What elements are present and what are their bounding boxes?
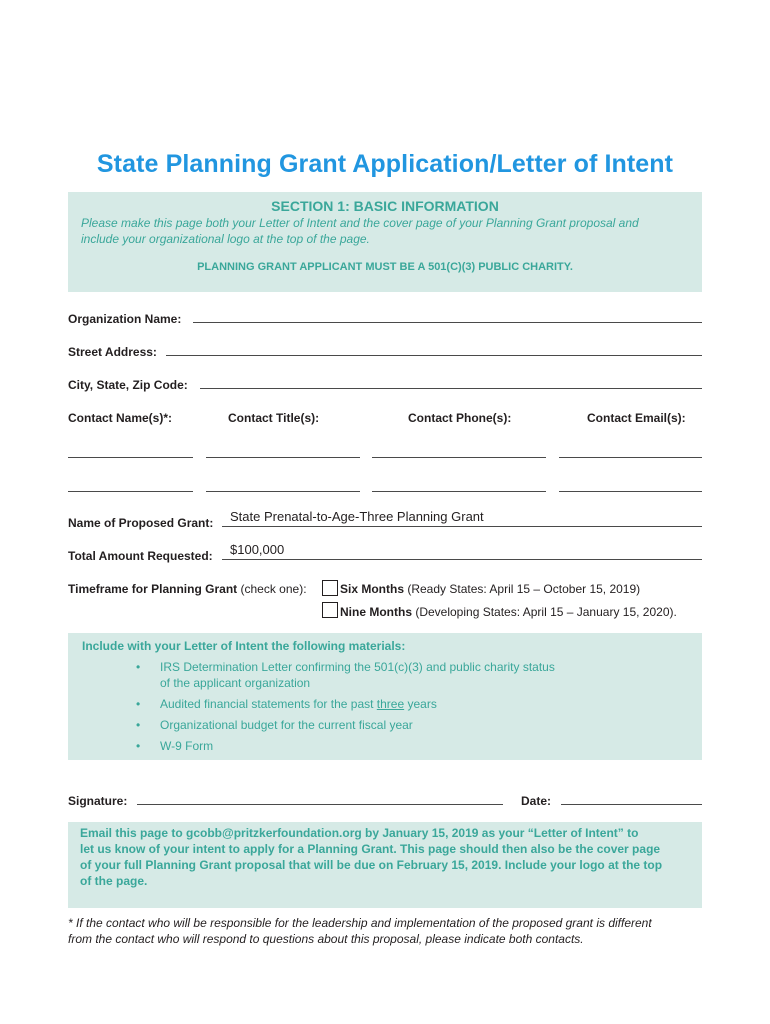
- city-state-zip-label: City, State, Zip Code:: [68, 378, 188, 392]
- org-name-field[interactable]: [193, 322, 702, 323]
- six-months-dates: (Ready States: April 15 – October 15, 2019): [404, 582, 641, 596]
- proposed-grant-label: Name of Proposed Grant:: [68, 516, 214, 530]
- street-address-label: Street Address:: [68, 345, 157, 359]
- amount-requested-label: Total Amount Requested:: [68, 549, 213, 563]
- six-months-checkbox[interactable]: [322, 580, 338, 596]
- contact-title-label: Contact Title(s):: [228, 411, 320, 425]
- material-item-1-line2: of the applicant organization: [160, 676, 311, 690]
- amount-requested-field[interactable]: [222, 559, 702, 560]
- contact-email-field-2[interactable]: [559, 491, 702, 492]
- proposed-grant-field[interactable]: [222, 526, 702, 527]
- nine-months-dates: (Developing States: April 15 – January 15, 2020).: [412, 605, 677, 619]
- section1-intro-line1: Please make this page both your Letter of Intent and the cover page of your Planning Grant proposal and: [81, 216, 639, 230]
- footnote-line2: from the contact who will respond to questions about this proposal, please indicate both contacts.: [68, 932, 584, 946]
- nine-months-option: [340, 605, 677, 619]
- contact-phone-field-1[interactable]: [372, 457, 546, 458]
- page-title: State Planning Grant Application/Letter of Intent: [96, 150, 674, 178]
- amount-requested-value: $100,000: [230, 542, 285, 557]
- bullet-4: •: [136, 739, 141, 753]
- contact-email-label: Contact Email(s):: [587, 411, 686, 425]
- material-item-3: Organizational budget for the current fiscal year: [160, 718, 413, 732]
- email-notice-line1: Email this page to gcobb@pritzkerfoundation.org by January 15, 2019 as your “Letter of Intent” to: [80, 826, 639, 840]
- proposed-grant-value: State Prenatal-to-Age-Three Planning Grant: [230, 509, 484, 524]
- timeframe-hint: (check one):: [240, 582, 307, 596]
- contact-name-label: Contact Name(s)*:: [68, 411, 173, 425]
- email-notice-line4: of the page.: [80, 874, 148, 888]
- org-name-label: Organization Name:: [68, 312, 182, 326]
- charity-requirement: PLANNING GRANT APPLICANT MUST BE A 501(C)(3) PUBLIC CHARITY.: [197, 261, 573, 273]
- signature-label: Signature:: [68, 794, 128, 808]
- footnote-line1: * If the contact who will be responsible for the leadership and implementation of the proposed grant is different: [68, 916, 652, 930]
- material-item-2-underlined: three: [376, 697, 405, 711]
- email-notice-line3: of your full Planning Grant proposal that will be due on February 15, 2019. Include your logo at the top: [80, 858, 663, 872]
- timeframe-label-text: Timeframe for Planning Grant: [68, 582, 238, 596]
- contact-phone-label: Contact Phone(s):: [408, 411, 512, 425]
- signature-field[interactable]: [137, 804, 503, 805]
- material-item-2: [160, 697, 437, 711]
- contact-email-field-1[interactable]: [559, 457, 702, 458]
- nine-months-label: Nine Months: [340, 605, 412, 619]
- section1-intro-line2: include your organizational logo at the top of the page.: [81, 232, 370, 246]
- bullet-1: •: [136, 660, 141, 674]
- date-field[interactable]: [561, 804, 702, 805]
- timeframe-label: [68, 582, 307, 596]
- contact-name-field-1[interactable]: [68, 457, 193, 458]
- six-months-option: [340, 582, 640, 596]
- bullet-2: •: [136, 697, 141, 711]
- street-address-field[interactable]: [166, 355, 702, 356]
- section1-heading: SECTION 1: BASIC INFORMATION: [271, 198, 499, 214]
- contact-phone-field-2[interactable]: [372, 491, 546, 492]
- nine-months-checkbox[interactable]: [322, 602, 338, 618]
- materials-heading: Include with your Letter of Intent the following materials:: [82, 639, 406, 653]
- material-item-4: W-9 Form: [160, 739, 214, 753]
- material-item-2-post: years: [404, 697, 437, 711]
- bullet-3: •: [136, 718, 141, 732]
- contact-name-field-2[interactable]: [68, 491, 193, 492]
- contact-title-field-1[interactable]: [206, 457, 360, 458]
- date-label: Date:: [521, 794, 552, 808]
- city-state-zip-field[interactable]: [200, 388, 702, 389]
- material-item-1-line1: IRS Determination Letter confirming the 501(c)(3) and public charity status: [160, 660, 555, 674]
- contact-title-field-2[interactable]: [206, 491, 360, 492]
- six-months-label: Six Months: [340, 582, 405, 596]
- email-notice-line2: let us know of your intent to apply for a Planning Grant. This page should then also be the cover page: [80, 842, 661, 856]
- material-item-2-pre: Audited financial statements for the past: [160, 697, 377, 711]
